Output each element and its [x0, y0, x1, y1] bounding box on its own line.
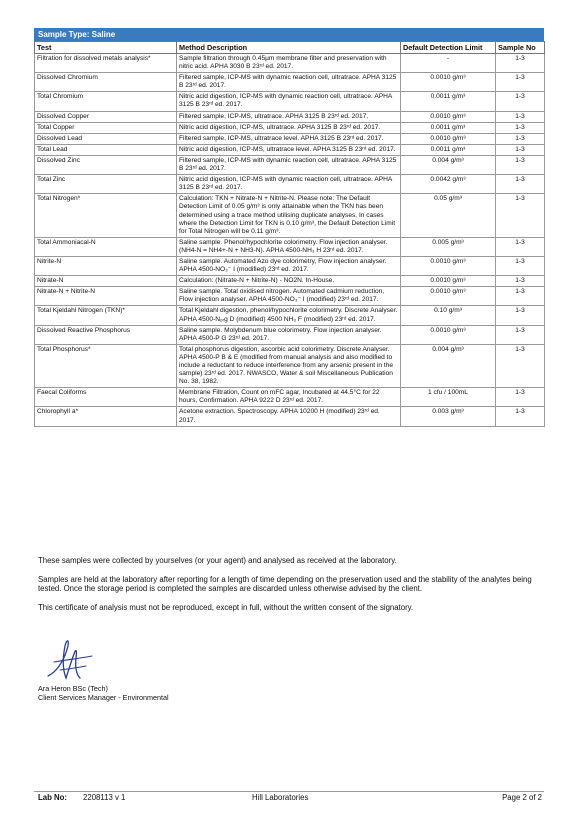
column-header-test: Test: [35, 42, 177, 54]
cell-test: Nitrate-N: [35, 276, 177, 287]
lab-number: [38, 793, 125, 802]
column-header-sample-no: Sample No: [496, 42, 545, 54]
cell-sample-no: 1-3: [496, 276, 545, 287]
table-row: [35, 122, 545, 133]
table-body: [35, 54, 545, 427]
column-header-detection-limit: Default Detection Limit: [401, 42, 496, 54]
note-collection: These samples were collected by yourselves (or your agent) and analysed as received at the laboratory.: [38, 556, 397, 565]
cell-method: Calculation: (Nitrate-N + Nitrite-N) - NO2N. In-House.: [177, 276, 401, 287]
cell-method: Filtered sample, ICP-MS with dynamic reaction cell, ultratrace. APHA 3125 B 23ʳᵈ ed. 2017.: [177, 73, 401, 92]
cell-test: Total Copper: [35, 122, 177, 133]
cell-sample-no: 1-3: [496, 256, 545, 275]
cell-test: Filtration for dissolved metals analysis*: [35, 54, 177, 73]
cell-method: Nitric acid digestion, ICP-MS with dynamic reaction cell, ultratrace. APHA 3125 B 23ʳᵈ ed. 2017.: [177, 175, 401, 194]
cell-sample-no: 1-3: [496, 155, 545, 174]
cell-test: Chlorophyll a*: [35, 407, 177, 426]
signatory-title: Client Services Manager - Environmental: [38, 692, 169, 702]
table-row: [35, 155, 545, 174]
cell-sample-no: 1-3: [496, 133, 545, 144]
lab-number-value: 2208113 v 1: [83, 793, 126, 802]
table-row: [35, 194, 545, 237]
cell-test: Total Ammoniacal-N: [35, 237, 177, 256]
cell-detection-limit: 1 cfu / 100mL: [401, 388, 496, 407]
note-storage: Samples are held at the laboratory after reporting for a length of time depending on the preservation used and the stability of the analytes being tested. Once the storage period is completed the samples are discarded unless otherwise advised by the client.: [38, 574, 532, 593]
cell-sample-no: 1-3: [496, 325, 545, 344]
cell-detection-limit: 0.0010 g/m³: [401, 111, 496, 122]
table-row: [35, 306, 545, 325]
cell-detection-limit: -: [401, 54, 496, 73]
cell-sample-no: 1-3: [496, 175, 545, 194]
cell-test: Total Zinc: [35, 175, 177, 194]
cell-sample-no: 1-3: [496, 237, 545, 256]
cell-sample-no: 1-3: [496, 92, 545, 111]
table-row: [35, 276, 545, 287]
cell-test: Dissolved Copper: [35, 111, 177, 122]
cell-method: Total Kjeldahl digestion, phenol/hypochlorite colorimetry. Discrete Analyser. APHA 4500-Nₒᵣg D (modified) 4500 NH₃ F (modified) 23ʳᵈ ed. 2017.: [177, 306, 401, 325]
table-row: [35, 344, 545, 387]
cell-method: Saline sample. Automated Azo dye colorimetry, Flow injection analyser. APHA 4500-NO₃⁻ I (modified) 23ʳᵈ ed. 2017.: [177, 256, 401, 275]
table-row: [35, 287, 545, 306]
cell-sample-no: 1-3: [496, 306, 545, 325]
company-name: Hill Laboratories: [252, 793, 309, 802]
cell-detection-limit: 0.0011 g/m³: [401, 122, 496, 133]
cell-detection-limit: 0.004 g/m³: [401, 155, 496, 174]
table-row: [35, 54, 545, 73]
cell-sample-no: 1-3: [496, 194, 545, 237]
cell-method: Filtered sample, ICP-MS with dynamic reaction cell, ultratrace. APHA 3125 B 23ʳᵈ ed. 2017.: [177, 155, 401, 174]
cell-test: Dissolved Lead: [35, 133, 177, 144]
signature-graphic: [42, 632, 102, 684]
cell-method: Saline sample. Phenol/hypochlorite colorimetry. Flow injection analyser. (NH4-N = NH4+-N + NH3-N). APHA 4500-NH₃ H 23ʳᵈ ed. 2017.: [177, 237, 401, 256]
cell-method: Total phosphorus digestion, ascorbic acid colorimetry. Discrete Analyser. APHA 4500-P B & E (modified from manual analysis and also modified to include a reductant to reduce interference from any arsenic present in the sample) 23ʳᵈ ed. 2017. NWASCO, Water & soil Miscellaneous Publication No. 38, 1982.: [177, 344, 401, 387]
cell-detection-limit: 0.0010 g/m³: [401, 276, 496, 287]
cell-detection-limit: 0.0010 g/m³: [401, 73, 496, 92]
table-header-row: [35, 42, 545, 54]
cell-detection-limit: 0.003 g/m³: [401, 407, 496, 426]
page-footer: [34, 791, 544, 804]
cell-sample-no: 1-3: [496, 54, 545, 73]
cell-method: Calculation: TKN + Nitrate-N + Nitrite-N. Please note: The Default Detection Limit of 0.05 g/m³ is only attainable when the TKN has been determined using a trace method utilising duplicate analyses. In cases where the Detection Limit for TKN is 0.10 g/m³, the Default Detection Limit for Total Nitrogen will be 0.11 g/m³.: [177, 194, 401, 237]
cell-test: Total Lead: [35, 144, 177, 155]
cell-test: Nitrate-N + Nitrite-N: [35, 287, 177, 306]
cell-detection-limit: 0.0010 g/m³: [401, 256, 496, 275]
cell-sample-no: 1-3: [496, 388, 545, 407]
cell-test: Dissolved Reactive Phosphorus: [35, 325, 177, 344]
cell-detection-limit: 0.0011 g/m³: [401, 144, 496, 155]
cell-test: Total Kjeldahl Nitrogen (TKN)*: [35, 306, 177, 325]
cell-test: Dissolved Chromium: [35, 73, 177, 92]
cell-method: Sample filtration through 0.45µm membrane filter and preservation with nitric acid. APHA 3030 B 23ʳᵈ ed. 2017.: [177, 54, 401, 73]
cell-method: Filtered sample, ICP-MS, ultratrace level. APHA 3125 B 23ʳᵈ ed. 2017.: [177, 133, 401, 144]
table-row: [35, 111, 545, 122]
cell-test: Total Phosphorus*: [35, 344, 177, 387]
cell-sample-no: 1-3: [496, 287, 545, 306]
cell-method: Acetone extraction. Spectroscopy. APHA 10200 H (modified) 23ʳᵈ ed. 2017.: [177, 407, 401, 426]
table-row: [35, 388, 545, 407]
page-number: Page 2 of 2: [502, 793, 542, 802]
table-row: [35, 325, 545, 344]
cell-detection-limit: 0.0010 g/m³: [401, 325, 496, 344]
cell-sample-no: 1-3: [496, 344, 545, 387]
cell-detection-limit: 0.0042 g/m³: [401, 175, 496, 194]
signatory-block: [38, 685, 169, 702]
table-row: [35, 144, 545, 155]
sample-type-header: Sample Type: Saline: [34, 28, 544, 41]
cell-method: Nitric acid digestion, ICP-MS, ultratrace level. APHA 3125 B 23ʳᵈ ed. 2017.: [177, 144, 401, 155]
cell-detection-limit: 0.10 g/m³: [401, 306, 496, 325]
cell-test: Total Nitrogen*: [35, 194, 177, 237]
cell-sample-no: 1-3: [496, 73, 545, 92]
table-row: [35, 256, 545, 275]
cell-detection-limit: 0.0010 g/m³: [401, 287, 496, 306]
cell-detection-limit: 0.0010 g/m³: [401, 133, 496, 144]
lab-number-label: Lab No:: [38, 793, 68, 802]
cell-sample-no: 1-3: [496, 122, 545, 133]
cell-method: Saline sample. Molybdenum blue colorimetry. Flow injection analyser. APHA 4500-P G 23ʳᵈ ed. 2017.: [177, 325, 401, 344]
cell-detection-limit: 0.004 g/m³: [401, 344, 496, 387]
cell-test: Nitrite-N: [35, 256, 177, 275]
table-row: [35, 92, 545, 111]
cell-test: Total Chromium: [35, 92, 177, 111]
cell-detection-limit: 0.005 g/m³: [401, 237, 496, 256]
cell-detection-limit: 0.0011 g/m³: [401, 92, 496, 111]
table-row: [35, 237, 545, 256]
table-row: [35, 175, 545, 194]
table-row: [35, 133, 545, 144]
cell-method: Membrane Filtration, Count on mFC agar, Incubated at 44.5°C for 22 hours, Confirmation. APHA 9222 D 23ʳᵈ ed. 2017.: [177, 388, 401, 407]
column-header-method: Method Description: [177, 42, 401, 54]
methods-table: [34, 41, 545, 427]
cell-method: Nitric acid digestion, ICP-MS, ultratrace. APHA 3125 B 23ʳᵈ ed. 2017.: [177, 122, 401, 133]
note-reproduction: This certificate of analysis must not be reproduced, except in full, without the written consent of the signatory.: [38, 602, 414, 612]
cell-test: Faecal Coliforms: [35, 388, 177, 407]
signatory-name: Ara Heron BSc (Tech): [38, 684, 108, 693]
table-row: [35, 73, 545, 92]
cell-sample-no: 1-3: [496, 407, 545, 426]
cell-detection-limit: 0.05 g/m³: [401, 194, 496, 237]
cell-method: Saline sample. Total oxidised nitrogen. Automated cadmium reduction, Flow injection analyser. APHA 4500-NO₃⁻ I (modified) 23ʳᵈ ed. 2017.: [177, 287, 401, 306]
table-row: [35, 407, 545, 426]
notes-section: [38, 556, 548, 621]
cell-sample-no: 1-3: [496, 144, 545, 155]
method-table-section: [34, 28, 544, 427]
cell-method: Nitric acid digestion, ICP-MS with dynamic reaction cell, ultratrace. APHA 3125 B 23ʳᵈ ed. 2017.: [177, 92, 401, 111]
cell-test: Dissolved Zinc: [35, 155, 177, 174]
cell-sample-no: 1-3: [496, 111, 545, 122]
cell-method: Filtered sample, ICP-MS, ultratrace. APHA 3125 B 23ʳᵈ ed. 2017.: [177, 111, 401, 122]
